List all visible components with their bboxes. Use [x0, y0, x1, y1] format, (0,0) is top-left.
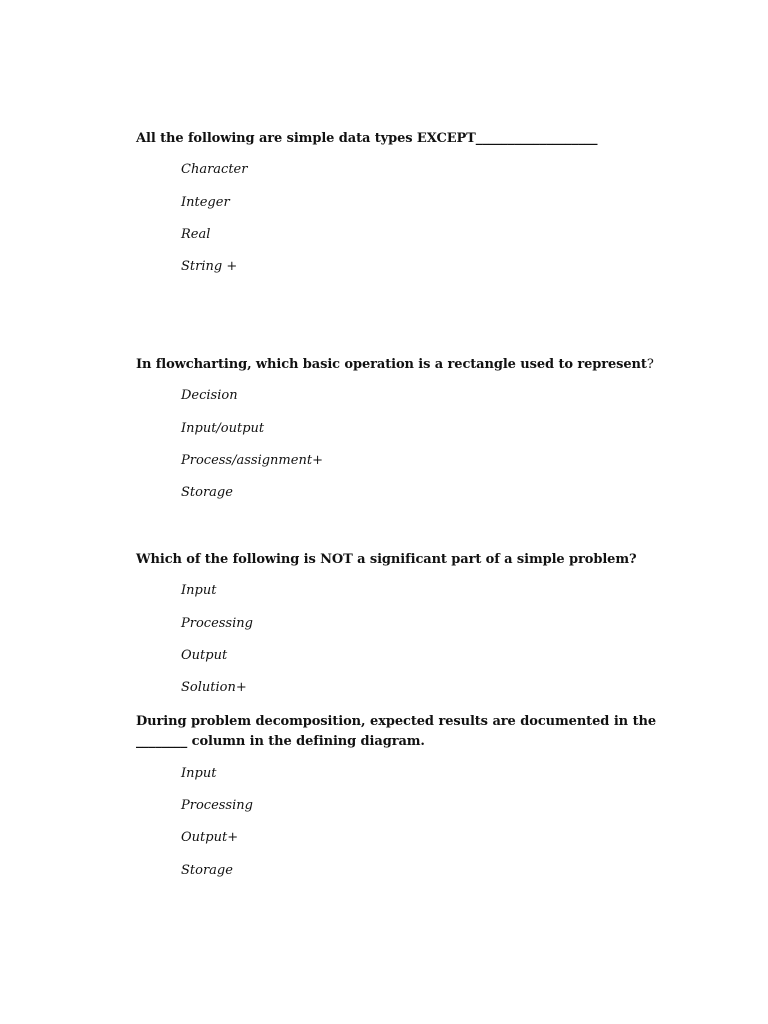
- option-label: Output: [181, 648, 228, 663]
- option-label: Process/assignment: [181, 453, 313, 468]
- question-2-tail: ?: [646, 357, 654, 372]
- option-label: Input/output: [181, 421, 265, 436]
- answer-mark: +: [222, 259, 238, 274]
- question-1-stem: All the following are simple data types EXCEPT___________________: [136, 131, 598, 146]
- answer-mark: +: [227, 830, 239, 845]
- question-4-option-c: [181, 829, 238, 847]
- question-4-text: [136, 712, 656, 752]
- question-3-stem: Which of the following is NOT a significant part of a simple problem?: [136, 552, 637, 567]
- question-4-option-b: [181, 797, 253, 815]
- option-label: Storage: [181, 485, 233, 500]
- question-3: [136, 550, 656, 695]
- question-1-option-b: [181, 194, 230, 212]
- question-4: [136, 712, 656, 878]
- option-label: Processing: [181, 798, 253, 813]
- question-2-option-d: [181, 484, 233, 502]
- option-label: Input: [181, 766, 217, 781]
- option-label: String: [181, 259, 223, 274]
- option-label: Integer: [181, 195, 230, 210]
- question-2-stem: In flowcharting, which basic operation is a rectangle used to represent: [136, 357, 647, 372]
- question-3-option-c: [181, 647, 227, 665]
- question-3-option-d: [181, 679, 247, 697]
- question-2: [136, 355, 656, 500]
- question-2-option-b: [181, 420, 264, 438]
- question-4-option-d: [181, 862, 233, 880]
- option-label: Character: [181, 162, 248, 177]
- option-label: Decision: [181, 388, 238, 403]
- question-2-text: [136, 355, 656, 375]
- option-label: Solution: [181, 680, 236, 695]
- option-label: Input: [181, 583, 217, 598]
- option-label: Real: [181, 227, 211, 242]
- question-4-stem: During problem decomposition, expected results are documented in the ________ column in the defining diagram.: [136, 714, 656, 749]
- question-3-option-b: [181, 615, 253, 633]
- question-2-option-a: [181, 387, 238, 405]
- question-2-option-c: [181, 452, 323, 470]
- question-1-text: [136, 129, 656, 149]
- option-label: Storage: [181, 863, 233, 878]
- question-1-option-d: [181, 258, 237, 276]
- question-3-text: [136, 550, 656, 570]
- question-1-option-a: [181, 161, 247, 179]
- question-1: [136, 129, 656, 274]
- question-3-option-a: [181, 582, 216, 600]
- option-label: Processing: [181, 616, 253, 631]
- answer-mark: +: [235, 680, 247, 695]
- question-1-option-c: [181, 226, 210, 244]
- option-label: Output: [181, 830, 228, 845]
- question-4-option-a: [181, 765, 216, 783]
- answer-mark: +: [312, 453, 323, 468]
